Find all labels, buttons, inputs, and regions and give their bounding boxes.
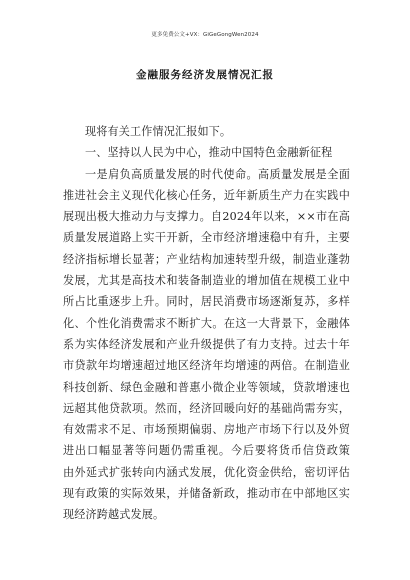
paragraph-line: 一是肩负高质量发展的时代使命。高质量发展是全面 bbox=[85, 167, 350, 181]
paragraph-line: 进出口幅显著等问题仍需重视。今后要将货币信贷政策 bbox=[63, 444, 350, 458]
document-body bbox=[63, 121, 350, 526]
paragraph-line: 一、坚持以人民为中心，推动中国特色金融新征程 bbox=[85, 146, 333, 160]
paragraph-line: 质量发展道路上实干开新，全市经济增速稳中有升，主要 bbox=[63, 231, 350, 245]
paragraph-line: 现经济跨越式发展。 bbox=[63, 508, 165, 522]
paragraph-line: 所占比重逐步上升。同时，居民消费市场逐渐复苏，多样 bbox=[63, 295, 350, 309]
paragraph-line: 发展，尤其是高技术和装备制造业的增加值在规模工业中 bbox=[63, 274, 350, 288]
paragraph-line: 现将有关工作情况汇报如下。 bbox=[85, 125, 232, 138]
header-note: 更多免费公文+VX：GiGeGongWen2024 bbox=[151, 32, 259, 38]
document-title: 金融服务经济发展情况汇报 bbox=[136, 69, 274, 81]
paragraph-line: 远超其他贷款项。然而，经济回暖向好的基础尚需夯实， bbox=[63, 401, 350, 415]
paragraph-line: 市贷款年均增速超过地区经济年均增速的两倍。在制造业 bbox=[63, 359, 350, 373]
paragraph-line: 化、个性化消费需求不断扩大。在这一大背景下，金融体 bbox=[63, 316, 350, 330]
paragraph-line: 有效需求不足、市场预期偏弱、房地产市场下行以及外贸 bbox=[63, 423, 350, 437]
paragraph-line: 现有政策的实际效果，并储备新政，推动市在中部地区实 bbox=[63, 487, 350, 501]
paragraph-line: 系为实体经济发展和产业升级提供了有力支持。过去十年 bbox=[63, 337, 350, 351]
paragraph-line: 经济指标增长显著；产业结构加速转型升级，制造业蓬勃 bbox=[63, 252, 350, 266]
paragraph-line: 由外延式扩张转向内涵式发展，优化资金供给，密切评估 bbox=[63, 465, 350, 479]
paragraph-line: 科技创新、绿色金融和普惠小微企业等领域，贷款增速也 bbox=[63, 380, 350, 394]
paragraph-line: 展现出极大推动力与支撑力。自2024年以来，××市在高 bbox=[63, 210, 350, 224]
paragraph-line: 推进社会主义现代化核心任务，近年新质生产力在实践中 bbox=[63, 188, 350, 202]
